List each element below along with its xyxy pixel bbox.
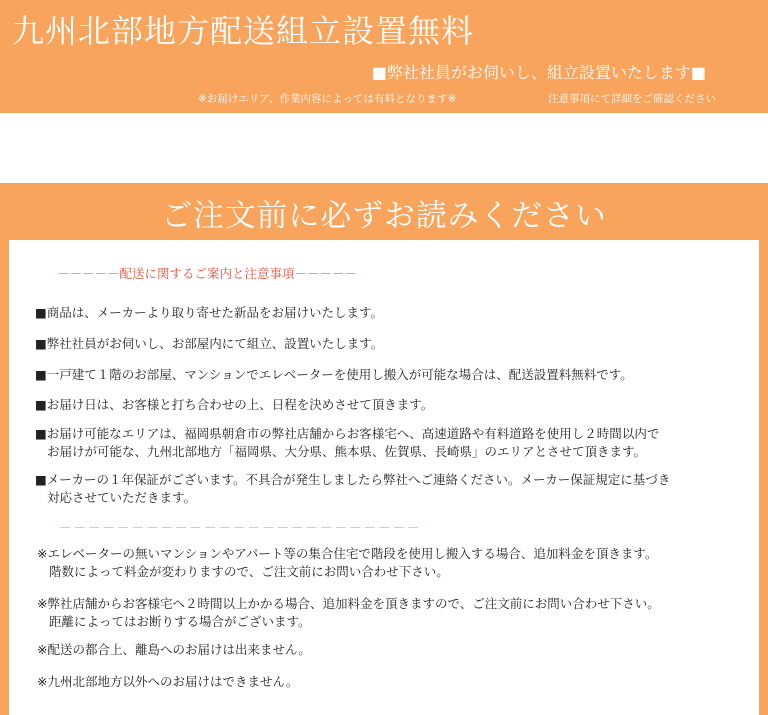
- banner-title: 九州北部地方配送組立設置無料: [12, 12, 475, 50]
- list-item: [35, 471, 670, 507]
- list-item-text-cont: お届けが可能な、九州北部地方「福岡県、大分県、熊本県、佐賀県、長崎県」のエリアとさせて頂きます。: [47, 444, 647, 459]
- list-item-text-cont: 対応させていただきます。: [47, 490, 197, 505]
- list-item: [35, 335, 383, 353]
- divider: －－－－－－－－－－－－－－－－－－－－－－－－－: [59, 520, 422, 535]
- list-item-text: ■一戸建て１階のお部屋、マンションでエレベーターを使用し搬入が可能な場合は、配送設置料無料です。: [35, 367, 633, 382]
- list-item-text: ■お届け可能なエリアは、福岡県朝倉市の弊社店舗からお客様宅へ、高速道路や有料道路を使用し２時間以内で: [35, 426, 660, 441]
- list-item-text: ■弊社社員がお伺いし、お部屋内にて組立、設置いたします。: [35, 336, 384, 351]
- list-item: [35, 396, 433, 414]
- notice-heading: ご注文前に必ずお読みください: [161, 198, 607, 234]
- note-text: ※配送の都合上、離島へのお届けは出来ません。: [37, 642, 311, 657]
- note-item: [37, 673, 298, 691]
- note-item: [37, 545, 657, 581]
- top-banner: [0, 0, 768, 113]
- list-item: [35, 425, 659, 461]
- note-item: [37, 641, 311, 659]
- banner-note-right: 注意事項にて詳細をご確認ください: [548, 93, 716, 105]
- banner-subtitle: ■弊社社員がお伺いし、組立設置いたします■: [371, 63, 706, 82]
- list-item-text: ■お届け日は、お客様と打ち合わせの上、日程を決めさせて頂きます。: [35, 397, 434, 412]
- list-item-text: ■メーカーの１年保証がございます。不具合が発生しましたら弊社へご連絡ください。メーカー保証規定に基づき: [35, 472, 671, 487]
- note-text: ※九州北部地方以外へのお届けはできません。: [37, 674, 299, 689]
- banner-note-left: ※お届けエリア、作業内容によっては有料となります※: [198, 93, 457, 105]
- note-text: ※エレベーターの無いマンションやアパート等の集合住宅で階段を使用し搬入する場合、追加料金を頂きます。: [37, 546, 658, 561]
- list-item: [35, 304, 383, 322]
- section-title: －－－－－配送に関するご案内と注意事項－－－－－: [57, 266, 358, 281]
- list-item: [35, 366, 633, 384]
- note-text: ※弊社店舗からお客様宅へ２時間以上かかる場合、追加料金を頂きますので、ご注文前にお問い合わせ下さい。: [37, 596, 660, 611]
- note-text-cont: 距離によってはお断りする場合がございます。: [49, 614, 311, 629]
- list-item-text: ■商品は、メーカーより取り寄せた新品をお届けいたします。: [35, 305, 384, 320]
- note-text-cont: 階数によって料金が変わりますので、ご注文前にお問い合わせ下さい。: [49, 564, 449, 579]
- notice-body: [9, 240, 759, 715]
- notice-panel: [0, 183, 768, 715]
- note-item: [37, 595, 660, 631]
